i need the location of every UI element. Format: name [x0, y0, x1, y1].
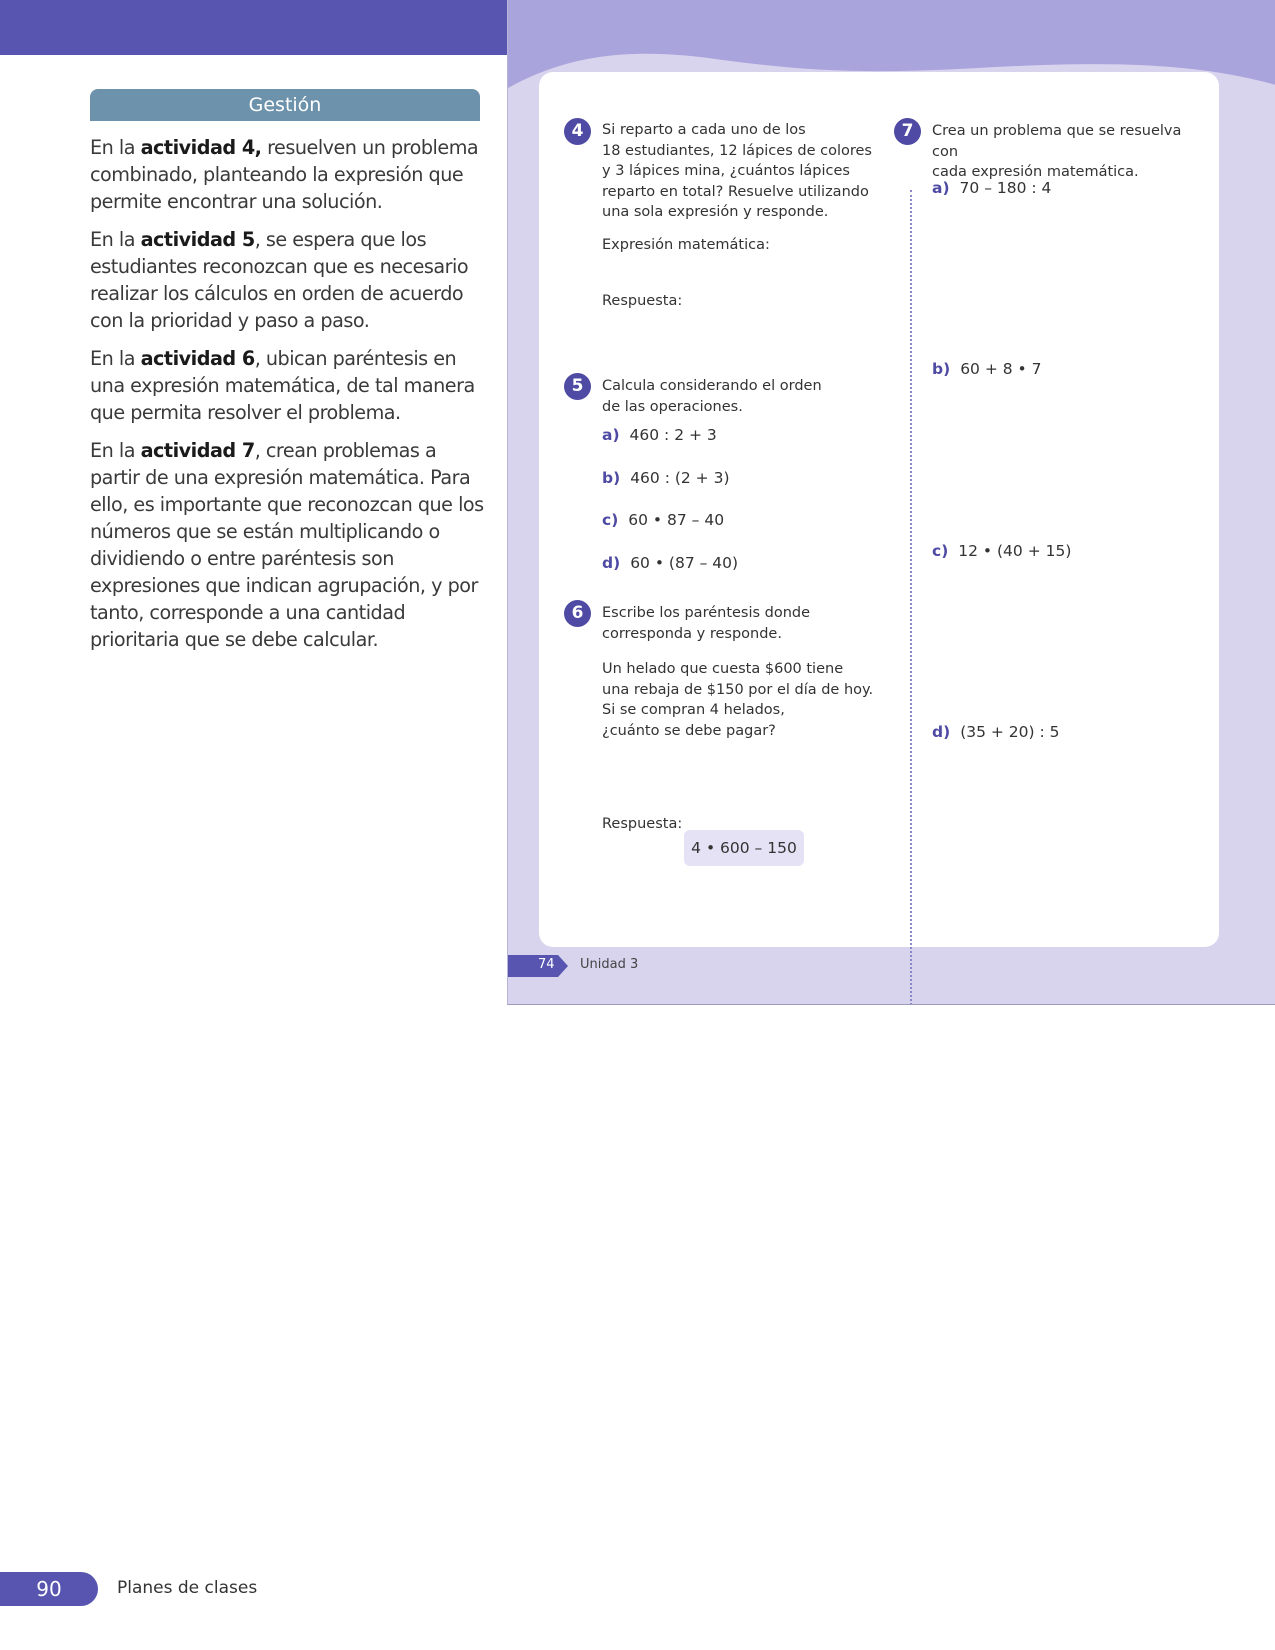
text-line: Un helado que cuesta $600 tiene — [602, 661, 844, 677]
text-line: ¿cuánto se debe pagar? — [602, 722, 776, 739]
activity-6-problem — [602, 659, 902, 741]
text-line: Si reparto a cada uno de los — [602, 122, 806, 138]
text-line: una rebaja de $150 por el día de hoy. — [602, 681, 874, 698]
gestion-heading: Gestión — [90, 89, 480, 121]
activity-7-prompt — [932, 121, 1212, 183]
item-expression: 460 : (2 + 3) — [630, 469, 730, 487]
activity-7-badge: 7 — [894, 118, 921, 145]
note-activity-5: En la actividad 5, se espera que los estudiantes reconozcan que es necesario realizar los cálculos en orden de acuerdo con la prioridad y paso a paso. — [90, 228, 469, 332]
item-letter: b) — [602, 469, 621, 487]
text-line: una sola expresión y responde. — [602, 204, 829, 220]
activity-7-item-a — [932, 178, 1051, 199]
text-line: corresponda y responde. — [602, 625, 782, 642]
item-expression: 70 – 180 : 4 — [959, 179, 1052, 197]
item-expression: 60 • 87 – 40 — [628, 511, 725, 529]
note-activity-4: En la actividad 4, resuelven un problema combinado, planteando la expresión que permite encontrar una solución. — [90, 136, 479, 213]
page-number-tab: 90 — [0, 1572, 98, 1606]
activity-7-item-d — [932, 722, 1060, 743]
item-letter: a) — [602, 426, 620, 444]
header-band — [0, 0, 510, 55]
text-line: cada expresión matemática. — [932, 164, 1139, 180]
activity-5-item-b — [602, 468, 730, 489]
footer-section-label: Planes de clases — [117, 1578, 258, 1598]
item-expression: 60 + 8 • 7 — [960, 360, 1042, 378]
expression-label: Expresión matemática: — [602, 237, 770, 253]
activity-7-item-b — [932, 359, 1041, 380]
item-expression: 12 • (40 + 15) — [958, 542, 1072, 560]
column-divider — [910, 190, 912, 1005]
text-line: Calcula considerando el orden — [602, 378, 822, 394]
student-page-number: 74 — [538, 957, 555, 972]
activity-4-prompt — [602, 120, 902, 223]
activity-4-badge: 4 — [564, 118, 591, 145]
item-expression: (35 + 20) : 5 — [960, 723, 1060, 741]
answer-label: Respuesta: — [602, 293, 683, 309]
unit-label: Unidad 3 — [580, 957, 639, 972]
activity-5-item-a — [602, 425, 717, 446]
gestion-notes — [90, 134, 485, 664]
text-line: Si se compran 4 helados, — [602, 702, 785, 718]
activity-5-item-c — [602, 510, 724, 531]
activity-6-prompt — [602, 603, 902, 644]
note-activity-7: En la actividad 7, crean problemas a partir de una expresión matemática. Para ello, es importante que reconozcan que los números que se están multiplicando o dividiendo o entre paréntesis son expresiones que indican agrupación, y por tanto, corresponde a una cantidad prioritaria que se debe calcular. — [90, 439, 484, 651]
item-expression: 60 • (87 – 40) — [630, 554, 739, 572]
answer-label: Respuesta: — [602, 816, 683, 832]
text-line: 18 estudiantes, 12 lápices de colores — [602, 142, 872, 159]
activity-5-prompt — [602, 376, 902, 417]
text-line: Crea un problema que se resuelva con — [932, 123, 1182, 160]
exercise-card — [539, 72, 1219, 947]
activity-5-badge: 5 — [564, 373, 591, 400]
activity-7-item-c — [932, 541, 1071, 562]
activity-6-expression-box: 4 • 600 – 150 — [684, 830, 804, 866]
activity-5-item-d — [602, 553, 738, 574]
student-page — [507, 0, 1275, 1005]
item-expression: 460 : 2 + 3 — [629, 426, 717, 444]
text-line: reparto en total? Resuelve utilizando — [602, 183, 869, 200]
item-letter: d) — [932, 723, 951, 741]
note-activity-6: En la actividad 6, ubican paréntesis en una expresión matemática, de tal manera que permita resolver el problema. — [90, 347, 475, 424]
item-letter: b) — [932, 360, 951, 378]
text-line: de las operaciones. — [602, 398, 743, 415]
item-letter: c) — [932, 542, 949, 560]
item-letter: a) — [932, 179, 950, 197]
text-line: Escribe los paréntesis donde — [602, 605, 811, 621]
activity-6-badge: 6 — [564, 600, 591, 627]
item-letter: c) — [602, 511, 619, 529]
item-letter: d) — [602, 554, 621, 572]
text-line: y 3 lápices mina, ¿cuántos lápices — [602, 163, 850, 179]
